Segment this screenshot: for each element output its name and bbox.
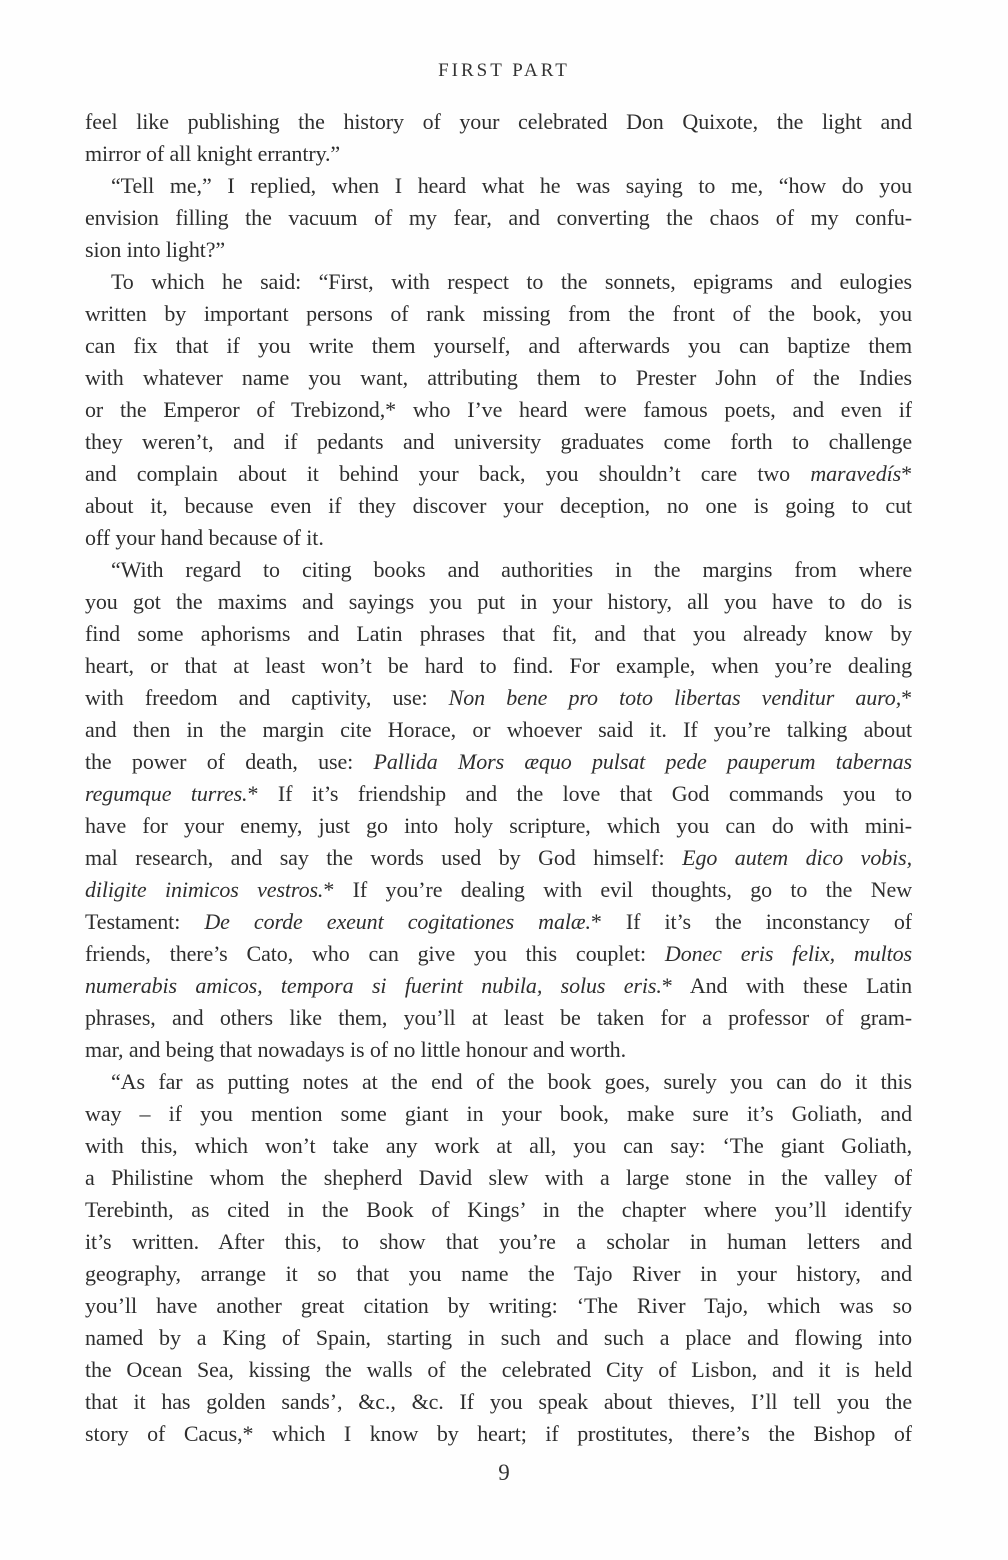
text-line: it’s written. After this, to show that you’re a scholar in human letters and [85,1229,912,1254]
paragraph [85,554,912,1066]
text-line: you’ll have another great citation by writing: ‘The River Tajo, which was so [85,1293,912,1318]
text-line: To which he said: “First, with respect to the sonnets, epigrams and eulogies [111,269,912,294]
text-line: the Ocean Sea, kissing the walls of the celebrated City of Lisbon, and it is held [85,1357,912,1382]
text-line: or the Emperor of Trebizond,* who I’ve heard were famous poets, and even if [85,397,912,422]
text-line: story of Cacus,* which I know by heart; if prostitutes, there’s the Bishop of [85,1421,912,1446]
text-line: numerabis amicos, tempora si fuerint nubila, solus eris.* And with these Latin [85,973,912,998]
text-line: diligite inimicos vestros.* If you’re dealing with evil thoughts, go to the New [85,877,912,902]
text-line: with whatever name you want, attributing them to Prester John of the Indies [85,365,912,390]
text-line: friends, there’s Cato, who can give you this couplet: Donec eris felix, multos [85,941,912,966]
text-line: “Tell me,” I replied, when I heard what he was saying to me, “how do you [111,173,912,198]
text-line: that it has golden sands’, &c., &c. If you speak about thieves, I’ll tell you the [85,1389,912,1414]
text-line: with this, which won’t take any work at all, you can say: ‘The giant Goliath, [85,1133,912,1158]
text-line: feel like publishing the history of your celebrated Don Quixote, the light and [85,109,912,134]
text-line: Testament: De corde exeunt cogitationes malæ.* If it’s the inconstancy of [85,909,912,934]
text-line: written by important persons of rank missing from the front of the book, you [85,301,912,326]
text-line: named by a King of Spain, starting in such and such a place and flowing into [85,1325,912,1350]
text-line: “As far as putting notes at the end of the book goes, surely you can do it this [111,1069,912,1094]
text-block [85,106,912,1450]
text-line: they weren’t, and if pedants and university graduates come forth to challenge [85,429,912,454]
running-header: FIRST PART [438,60,570,81]
paragraph [85,170,912,266]
text-line: off your hand because of it. [85,525,324,550]
text-line: with freedom and captivity, use: Non bene pro toto libertas venditur auro,* [85,685,912,710]
page-number: 9 [498,1460,510,1485]
text-line: “With regard to citing books and authorities in the margins from where [111,557,912,582]
text-line: find some aphorisms and Latin phrases that fit, and that you already know by [85,621,912,646]
text-line: about it, because even if they discover your deception, no one is going to cut [85,493,912,518]
text-line: have for your enemy, just go into holy scripture, which you can do with mini- [85,813,912,838]
paragraph [85,106,912,170]
text-line: regumque turres.* If it’s friendship and the love that God commands you to [85,781,912,806]
text-line: you got the maxims and sayings you put in your history, all you have to do is [85,589,912,614]
text-line: phrases, and others like them, you’ll at least be taken for a professor of gram- [85,1005,912,1030]
text-line: heart, or that at least won’t be hard to find. For example, when you’re dealing [85,653,912,678]
text-line: and complain about it behind your back, you shouldn’t care two maravedís* [85,461,912,486]
paragraph [85,266,912,554]
text-line: can fix that if you write them yourself, and afterwards you can baptize them [85,333,912,358]
text-line: sion into light?” [85,237,226,262]
paragraph [85,1066,912,1450]
text-line: mal research, and say the words used by God himself: Ego autem dico vobis, [85,845,912,870]
text-line: a Philistine whom the shepherd David slew with a large stone in the valley of [85,1165,912,1190]
text-line: envision filling the vacuum of my fear, and converting the chaos of my confu- [85,205,912,230]
text-line: way – if you mention some giant in your book, make sure it’s Goliath, and [85,1101,912,1126]
text-line: mar, and being that nowadays is of no little honour and worth. [85,1037,626,1062]
text-line: the power of death, use: Pallida Mors æquo pulsat pede pauperum tabernas [85,749,912,774]
text-line: and then in the margin cite Horace, or whoever said it. If you’re talking about [85,717,912,742]
text-line: mirror of all knight errantry.” [85,141,341,166]
text-line: Terebinth, as cited in the Book of Kings’ in the chapter where you’ll identify [85,1197,912,1222]
text-line: geography, arrange it so that you name the Tajo River in your history, and [85,1261,912,1286]
